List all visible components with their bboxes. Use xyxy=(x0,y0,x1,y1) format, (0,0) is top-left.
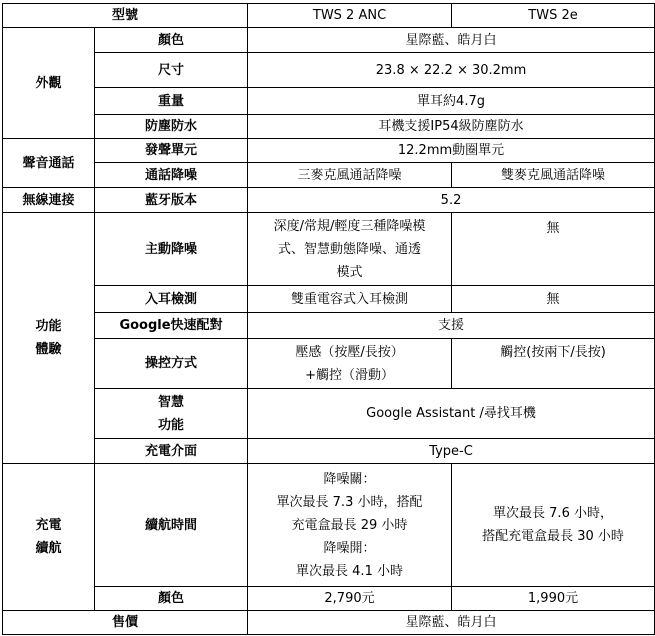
row-b-battery xyxy=(452,464,655,587)
row-label-anc: 主動降噪 xyxy=(95,213,248,286)
spec-table xyxy=(2,3,655,635)
anc-a-line1: 深度/常規/輕度三種降噪模 xyxy=(273,218,426,234)
smart-label-line1: 智慧 xyxy=(158,394,185,410)
row-b-call-nr: 雙麥克風通話降噪 xyxy=(452,163,655,188)
row-b-price: 1,990元 xyxy=(452,587,655,611)
battery-a-line5: 單次最長 4.1 小時 xyxy=(296,563,403,579)
row-value-driver: 12.2mm動圈單元 xyxy=(248,139,655,163)
row-controls xyxy=(3,339,655,389)
group-charging xyxy=(3,464,95,611)
model-a-name: TWS 2 ANC xyxy=(248,4,452,28)
row-a-controls xyxy=(248,339,452,389)
group-features-line2: 體驗 xyxy=(35,342,62,357)
battery-b-line1: 單次最長 7.6 小時， xyxy=(493,506,613,521)
row-a-battery xyxy=(248,464,452,587)
row-a-ear-detect: 雙重電容式入耳檢測 xyxy=(248,286,452,313)
row-value-waterproof: 耳機支援IP54級防塵防水 xyxy=(248,115,655,139)
header-label: 型號 xyxy=(3,4,248,28)
row-value-colors: 星際藍、皓月白 xyxy=(248,611,655,635)
row-colors xyxy=(3,611,655,635)
row-value-charge-port: Type-C xyxy=(248,439,655,464)
row-a-price: 2,790元 xyxy=(248,587,452,611)
row-charge-port xyxy=(3,439,655,464)
battery-a-line2: 單次最長 7.3 小時，搭配 xyxy=(276,494,423,510)
row-bluetooth xyxy=(3,188,655,213)
row-label-colors: 售價 xyxy=(3,611,248,635)
row-label-battery: 續航時間 xyxy=(95,464,248,587)
anc-a-line2: 式、智慧動態降噪、通透 xyxy=(278,241,422,257)
battery-b-line2: 搭配充電盒最長 30 小時 xyxy=(482,529,624,544)
group-wireless: 無線連接 xyxy=(3,188,95,213)
row-waterproof xyxy=(3,115,655,139)
row-label-ear-detect: 入耳檢測 xyxy=(95,286,248,313)
row-value-weight: 單耳約4.7g xyxy=(248,88,655,115)
model-b-name: TWS 2e xyxy=(452,4,655,28)
row-label-call-nr: 通話降噪 xyxy=(95,163,248,188)
row-label-bluetooth: 藍牙版本 xyxy=(95,188,248,213)
row-weight xyxy=(3,88,655,115)
anc-a-line3: 模式 xyxy=(336,264,363,280)
smart-label-line2: 功能 xyxy=(158,417,185,433)
group-charging-line1: 充電 xyxy=(35,518,62,533)
battery-a-line3: 充電盒最長 29 小時 xyxy=(291,517,408,533)
row-label-google-fast-pair: Google快速配對 xyxy=(95,313,248,339)
row-b-anc: 無 xyxy=(452,213,655,286)
row-value-color: 星際藍、皓月白 xyxy=(248,28,655,53)
row-a-call-nr: 三麥克風通話降噪 xyxy=(248,163,452,188)
battery-a-line1: 降噪關： xyxy=(323,471,376,487)
row-ear-detect xyxy=(3,286,655,313)
row-label-charge-port: 充電介面 xyxy=(95,439,248,464)
row-battery xyxy=(3,464,655,587)
group-features xyxy=(3,213,95,464)
group-charging-line2: 續航 xyxy=(35,541,62,556)
row-value-bluetooth: 5.2 xyxy=(248,188,655,213)
row-value-google-fast-pair: 支援 xyxy=(248,313,655,339)
header-row xyxy=(3,4,655,28)
row-b-controls: 觸控(按兩下/長按) xyxy=(452,339,655,389)
row-smart xyxy=(3,389,655,439)
row-size xyxy=(3,53,655,88)
group-audio: 聲音通話 xyxy=(3,139,95,188)
row-label-weight: 重量 xyxy=(95,88,248,115)
row-label-size: 尺寸 xyxy=(95,53,248,88)
row-google-fast-pair xyxy=(3,313,655,339)
row-label-driver: 發聲單元 xyxy=(95,139,248,163)
row-anc xyxy=(3,213,655,286)
row-b-ear-detect: 無 xyxy=(452,286,655,313)
battery-a-line4: 降噪開： xyxy=(323,540,376,556)
row-value-size: 23.8 × 22.2 × 30.2mm xyxy=(248,53,655,88)
row-label-price: 顏色 xyxy=(95,587,248,611)
controls-a-line1: 壓感（按壓/長按） xyxy=(295,344,404,360)
group-features-line1: 功能 xyxy=(35,319,62,334)
row-label-smart xyxy=(95,389,248,439)
row-driver xyxy=(3,139,655,163)
row-label-color: 顏色 xyxy=(95,28,248,53)
row-call-nr xyxy=(3,163,655,188)
row-value-smart: Google Assistant /尋找耳機 xyxy=(248,389,655,439)
row-color xyxy=(3,28,655,53)
row-a-anc xyxy=(248,213,452,286)
row-label-waterproof: 防塵防水 xyxy=(95,115,248,139)
controls-a-line2: +觸控（滑動） xyxy=(305,367,394,383)
group-appearance: 外觀 xyxy=(3,28,95,139)
row-label-controls: 操控方式 xyxy=(95,339,248,389)
row-price xyxy=(3,587,655,611)
